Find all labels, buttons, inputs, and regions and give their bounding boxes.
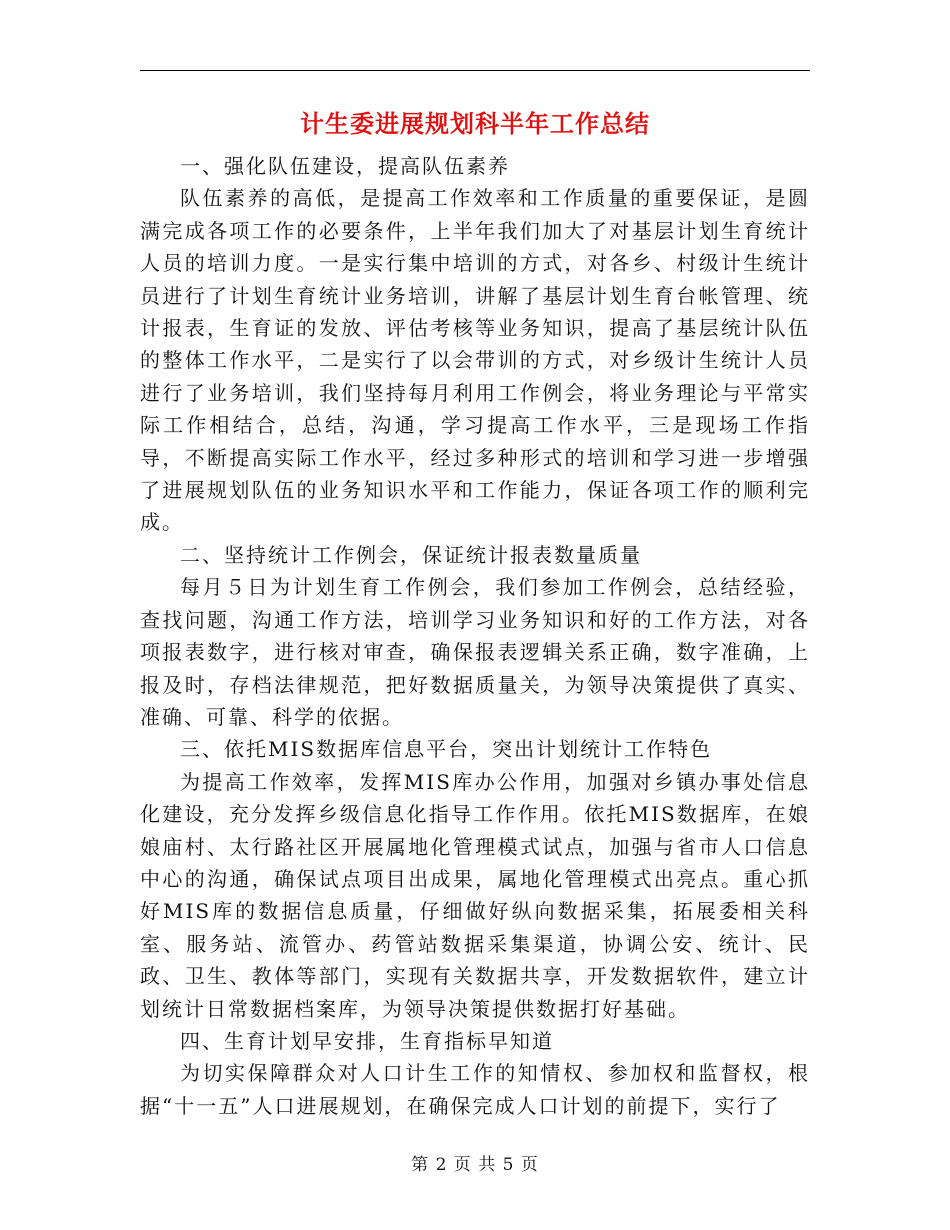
section-2-heading: 二、坚持统计工作例会，保证统计报表数量质量 bbox=[180, 542, 642, 567]
section-3-heading: 三、依托MIS数据库信息平台，突出计划统计工作特色 bbox=[180, 737, 713, 762]
section-4-paragraph: 为切实保障群众对人口计生工作的知情权、参加权和监督权，根据“十一五”人口进展规划，在确保完成人口计划的前提下，实行了 bbox=[140, 1061, 810, 1118]
section-3-paragraph: 为提高工作效率，发挥MIS库办公作用，加强对乡镇办事处信息化建设，充分发挥乡级信息化指导工作作用。依托MIS数据库，在娘娘庙村、太行路社区开展属地化管理模式试点，加强与省市人口信息中心的沟通，确保试点项目出成果，属地化管理模式出亮点。重心抓好MIS库的数据信息质量，仔细做好纵向数据采集，拓展委相关科室、服务站、流管办、药管站数据采集渠道，协调公安、统计、民政、卫生、教体等部门，实现有关数据共享，开发数据软件，建立计划统计日常数据档案库，为领导决策提供数据打好基础。 bbox=[140, 769, 810, 1021]
document-title: 计生委进展规划科半年工作总结 bbox=[300, 109, 650, 138]
section-4-heading: 四、生育计划早安排，生育指标早知道 bbox=[180, 1028, 554, 1053]
page-number-footer: 第 2 页 共 5 页 bbox=[411, 1155, 539, 1175]
section-1-paragraph: 队伍素养的高低，是提高工作效率和工作质量的重要保证，是圆满完成各项工作的必要条件，上半年我们加大了对基层计划生育统计人员的培训力度。一是实行集中培训的方式，对各乡、村级计生统计员进行了计划生育统计业务培训，讲解了基层计划生育台帐管理、统计报表，生育证的发放、评估考核等业务知识，提高了基层统计队伍的整体工作水平，二是实行了以会带训的方式，对乡级计生统计人员进行了业务培训，我们坚持每月利用工作例会，将业务理论与平常实际工作相结合，总结，沟通，学习提高工作水平，三是现场工作指导，不断提高实际工作水平，经过多种形式的培训和学习进一步增强了进展规划队伍的业务知识水平和工作能力，保证各项工作的顺利完成。 bbox=[140, 186, 810, 535]
section-1-heading: 一、强化队伍建设，提高队伍素养 bbox=[180, 154, 510, 178]
document-body bbox=[140, 150, 810, 1122]
header-rule bbox=[140, 70, 810, 71]
section-2-paragraph: 每月５日为计划生育工作例会，我们参加工作例会，总结经验，查找问题，沟通工作方法，培训学习业务知识和好的工作方法，对各项报表数字，进行核对审查，确保报表逻辑关系正确，数字准确，上报及时，存档法律规范，把好数据质量关，为领导决策提供了真实、准确、可靠、科学的依据。 bbox=[140, 575, 810, 729]
